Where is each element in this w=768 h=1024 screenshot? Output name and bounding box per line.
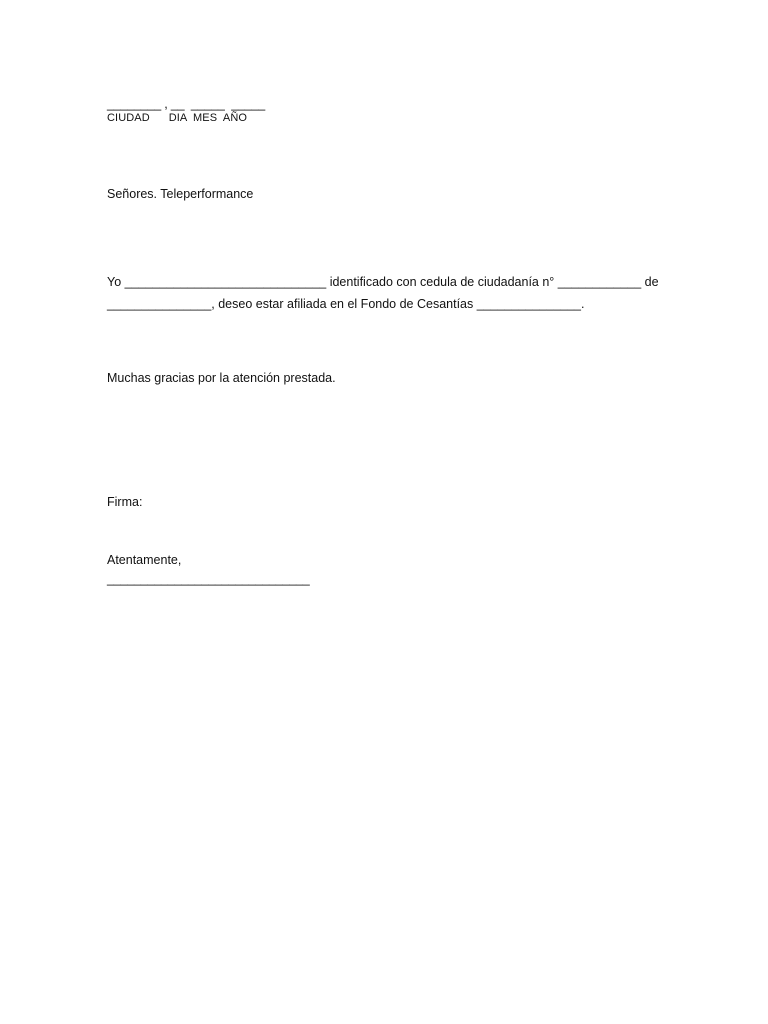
body-paragraph-line-2: _______________, deseo estar afiliada en el Fondo de Cesantías _______________. bbox=[107, 297, 585, 311]
closing-line: Atentamente, bbox=[107, 553, 182, 567]
body-paragraph-line-1: Yo _____________________________ identificado con cedula de ciudadanía n° ____________ de bbox=[107, 275, 659, 289]
thanks-line: Muchas gracias por la atención prestada. bbox=[107, 371, 336, 385]
signature-blank-line: ______________________________ bbox=[107, 572, 310, 586]
recipient-line: Señores. Teleperformance bbox=[107, 187, 254, 201]
signature-label: Firma: bbox=[107, 495, 143, 509]
date-field-labels: CIUDAD DIA MES AÑO bbox=[107, 112, 248, 124]
date-blank-line: ________ , __ _____ _____ bbox=[107, 97, 265, 111]
